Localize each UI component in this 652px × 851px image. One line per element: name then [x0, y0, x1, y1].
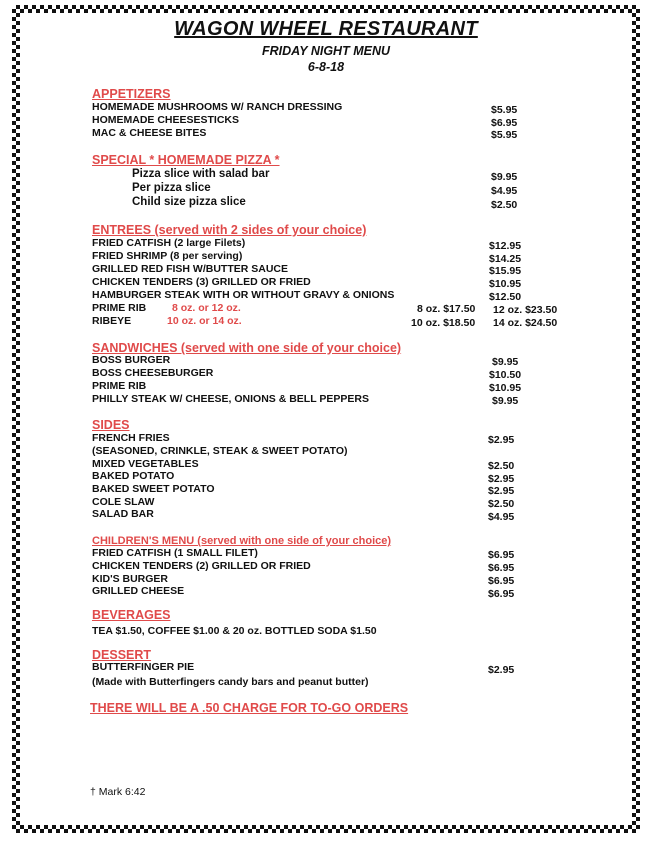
- menu-price: $10.95: [489, 382, 522, 394]
- menu-item-note: (Made with Butterfingers candy bars and peanut butter): [92, 676, 369, 688]
- menu-item: CHICKEN TENDERS (3) GRILLED OR FRIED: [92, 276, 311, 288]
- menu-price: $9.95: [492, 356, 519, 368]
- menu-price: $2.95: [488, 485, 515, 497]
- menu-item-note: (SEASONED, CRINKLE, STEAK & SWEET POTATO): [92, 445, 348, 457]
- menu-price: $9.95: [491, 171, 518, 183]
- section-heading-beverages: BEVERAGES: [92, 608, 171, 622]
- menu-price: 14 oz. $24.50: [493, 317, 558, 329]
- menu-item: PHILLY STEAK W/ CHEESE, ONIONS & BELL PEPPERS: [92, 393, 369, 405]
- menu-item: BUTTERFINGER PIE: [92, 661, 195, 673]
- section-heading-special: SPECIAL * HOMEMADE PIZZA *: [92, 153, 280, 167]
- menu-item: KID'S BURGER: [92, 573, 169, 585]
- section-heading-sides: SIDES: [92, 418, 130, 432]
- menu-price: $10.50: [489, 369, 522, 381]
- menu-price: $14.25: [489, 253, 522, 265]
- menu-item: PRIME RIB: [92, 380, 147, 392]
- menu-price: $2.95: [488, 664, 515, 676]
- menu-item: FRENCH FRIES: [92, 432, 170, 444]
- menu-price: $10.95: [489, 278, 522, 290]
- menu-item: Child size pizza slice: [132, 196, 246, 208]
- menu-price: $12.95: [489, 240, 522, 252]
- section-heading-appetizers: APPETIZERS: [92, 87, 171, 101]
- menu-item: COLE SLAW: [92, 496, 155, 508]
- section-heading-entrees: ENTREES (served with 2 sides of your choice): [92, 223, 367, 237]
- menu-price: $15.95: [489, 265, 522, 277]
- menu-price: $12.50: [489, 291, 522, 303]
- menu-price: $2.50: [491, 199, 518, 211]
- menu-price: $2.50: [488, 498, 515, 510]
- menu-price: $2.95: [488, 434, 515, 446]
- menu-price: 12 oz. $23.50: [493, 304, 558, 316]
- section-heading-dessert: DESSERT: [92, 648, 152, 662]
- menu-price: $2.50: [488, 460, 515, 472]
- menu-item: MAC & CHEESE BITES: [92, 127, 207, 139]
- menu-price: $6.95: [491, 117, 518, 129]
- menu-item: HOMEMADE CHEESESTICKS: [92, 114, 240, 126]
- menu-item-ribeye: RIBEYE: [92, 315, 132, 327]
- section-heading-childrens: CHILDREN'S MENU (served with one side of your choice): [92, 535, 392, 547]
- ribeye-sizes: 10 oz. or 14 oz.: [167, 315, 242, 327]
- menu-item: Per pizza slice: [132, 182, 211, 194]
- menu-item: FRIED CATFISH (1 SMALL FILET): [92, 547, 258, 559]
- to-go-charge-notice: THERE WILL BE A .50 CHARGE FOR TO-GO ORDERS: [90, 701, 409, 715]
- menu-price: $6.95: [488, 575, 515, 587]
- menu-item: MIXED VEGETABLES: [92, 458, 199, 470]
- menu-price: $6.95: [488, 588, 515, 600]
- footer-verse: † Mark 6:42: [90, 786, 146, 798]
- prime-rib-sizes: 8 oz. or 12 oz.: [172, 302, 241, 314]
- menu-item: BAKED SWEET POTATO: [92, 483, 215, 495]
- menu-date: 6-8-18: [307, 60, 345, 74]
- menu-price: $5.95: [491, 129, 518, 141]
- menu-price: $4.95: [491, 185, 518, 197]
- menu-price: $2.95: [488, 473, 515, 485]
- menu-price: $5.95: [491, 104, 518, 116]
- menu-item: BOSS CHEESEBURGER: [92, 367, 214, 379]
- menu-price: 8 oz. $17.50: [417, 303, 476, 315]
- menu-item: BAKED POTATO: [92, 470, 175, 482]
- restaurant-title: WAGON WHEEL RESTAURANT: [174, 18, 478, 40]
- menu-item: FRIED SHRIMP (8 per serving): [92, 250, 243, 262]
- menu-price: $4.95: [488, 511, 515, 523]
- menu-price: $6.95: [488, 549, 515, 561]
- menu-item: GRILLED RED FISH W/BUTTER SAUCE: [92, 263, 288, 275]
- section-heading-sandwiches: SANDWICHES (served with one side of your choice): [92, 341, 402, 355]
- menu-item: HAMBURGER STEAK WITH OR WITHOUT GRAVY & ONIONS: [92, 289, 395, 301]
- menu-item-prime-rib: PRIME RIB: [92, 302, 147, 314]
- beverages-line: TEA $1.50, COFFEE $1.00 & 20 oz. BOTTLED SODA $1.50: [92, 625, 377, 637]
- menu-price: 10 oz. $18.50: [411, 317, 476, 329]
- menu-item: CHICKEN TENDERS (2) GRILLED OR FRIED: [92, 560, 311, 572]
- menu-item: BOSS BURGER: [92, 354, 171, 366]
- menu-subtitle: FRIDAY NIGHT MENU: [261, 44, 390, 58]
- menu-price: $6.95: [488, 562, 515, 574]
- menu-item: HOMEMADE MUSHROOMS W/ RANCH DRESSING: [92, 101, 343, 113]
- menu-item: SALAD BAR: [92, 508, 154, 520]
- menu-price: $9.95: [492, 395, 519, 407]
- menu-item: Pizza slice with salad bar: [132, 168, 270, 180]
- menu-item: FRIED CATFISH (2 large Filets): [92, 237, 246, 249]
- menu-item: GRILLED CHEESE: [92, 585, 185, 597]
